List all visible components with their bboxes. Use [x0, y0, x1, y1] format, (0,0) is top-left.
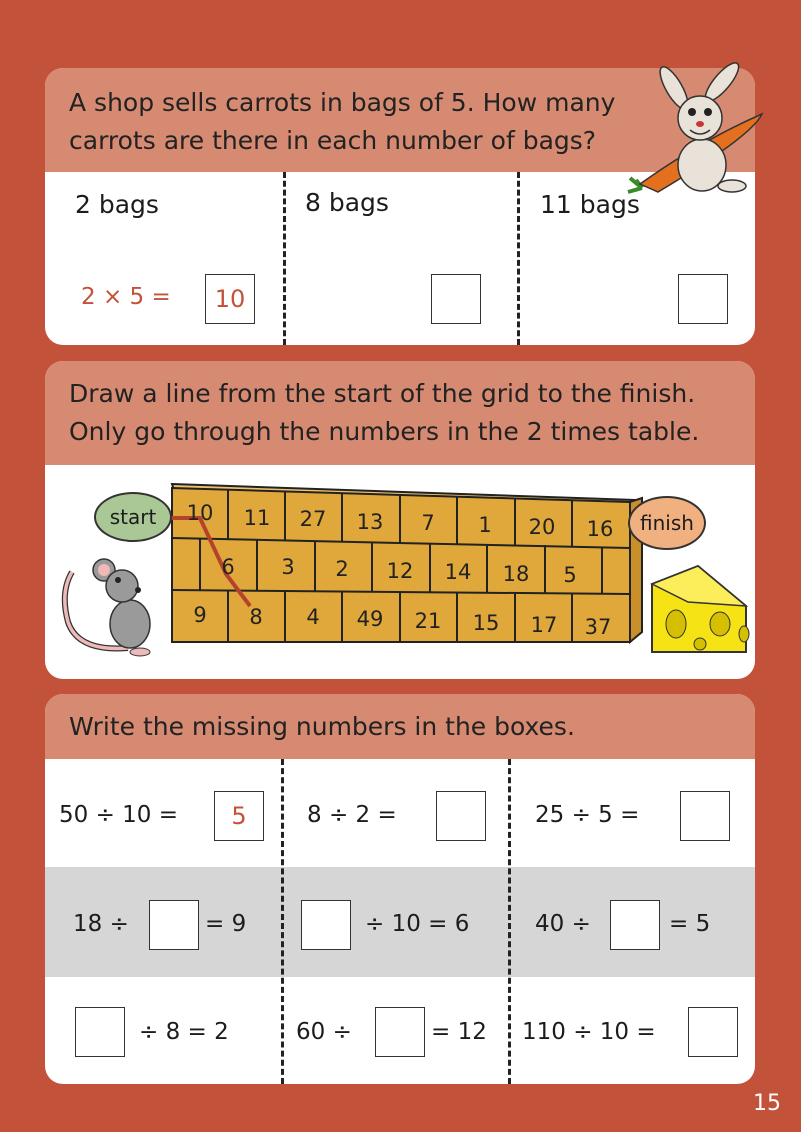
brick-number: 6: [221, 555, 235, 579]
carrots-prompt: A shop sells carrots in bags of 5. How many carrots are there in each number of bags?: [69, 88, 616, 155]
answer-box-8-bags[interactable]: [431, 274, 481, 324]
division-equation-part: = 5: [669, 911, 711, 937]
division-equation-part: 18 ÷: [73, 911, 129, 937]
number-brick-wall[interactable]: [160, 474, 650, 664]
divider: [283, 172, 286, 345]
division-equation-part: ÷ 8 = 2: [139, 1019, 229, 1045]
division-prompt-header: [45, 694, 755, 759]
brick-number: 20: [528, 515, 556, 539]
start-bubble: start: [94, 492, 172, 542]
grid-prompt: Draw a line from the start of the grid to the finish. Only go through the numbers in the 2 times table.: [69, 379, 700, 446]
division-equation-part: = 12: [431, 1019, 487, 1045]
answer-box[interactable]: 5: [214, 791, 264, 841]
answer-box[interactable]: [680, 791, 730, 841]
brick-number: 4: [306, 605, 320, 629]
brick-number: 13: [356, 510, 384, 534]
division-equation-part: 110 ÷ 10 =: [522, 1019, 656, 1045]
brick-number: 15: [472, 611, 500, 635]
brick-number: 9: [193, 603, 207, 627]
divider: [281, 759, 284, 1084]
finish-bubble: finish: [628, 496, 706, 550]
brick-number: 8: [249, 605, 263, 629]
answer-box[interactable]: [149, 900, 199, 950]
bags-label-8: 8 bags: [305, 188, 389, 217]
answer-box[interactable]: [436, 791, 486, 841]
division-equation-part: ÷ 10 = 6: [365, 911, 470, 937]
answer-box[interactable]: [301, 900, 351, 950]
answer-box[interactable]: [610, 900, 660, 950]
brick-number: 10: [186, 501, 214, 525]
brick-number: 27: [299, 507, 327, 531]
brick-number: 5: [563, 563, 577, 587]
division-equation-part: = 9: [205, 911, 247, 937]
answer-box-2-bags[interactable]: 10: [205, 274, 255, 324]
mouse-illustration: [58, 552, 168, 662]
division-equation-part: 60 ÷: [296, 1019, 352, 1045]
brick-number: 16: [586, 517, 614, 541]
division-equation: 8 ÷ 2 =: [307, 802, 397, 828]
division-equation-part: 40 ÷: [535, 911, 591, 937]
answer-box[interactable]: [688, 1007, 738, 1057]
brick-number: 2: [335, 557, 349, 581]
divider: [517, 172, 520, 345]
page-number: 15: [753, 1091, 781, 1116]
rabbit-carrot-illustration: [622, 60, 772, 195]
answer-box-11-bags[interactable]: [678, 274, 728, 324]
divider: [508, 759, 511, 1084]
division-equation: 25 ÷ 5 =: [535, 802, 640, 828]
example-equation: 2 × 5 =: [81, 284, 171, 310]
brick-number: 18: [502, 562, 530, 586]
answer-box[interactable]: [375, 1007, 425, 1057]
division-equation: 50 ÷ 10 =: [59, 802, 179, 828]
bags-label-2: 2 bags: [75, 190, 159, 219]
brick-number: 37: [584, 615, 612, 639]
cheese-illustration: [648, 562, 750, 656]
brick-number: 49: [356, 607, 384, 631]
division-prompt: Write the missing numbers in the boxes.: [69, 712, 575, 741]
brick-number: 14: [444, 560, 472, 584]
brick-number: 21: [414, 609, 442, 633]
bags-label-11: 11 bags: [540, 190, 640, 219]
brick-number: 12: [386, 559, 414, 583]
brick-number: 11: [243, 506, 271, 530]
answer-box[interactable]: [75, 1007, 125, 1057]
brick-number: 17: [530, 613, 558, 637]
division-card: [45, 694, 755, 1084]
grid-prompt-header: [45, 361, 755, 465]
brick-number: 3: [281, 555, 295, 579]
brick-number: 7: [421, 511, 435, 535]
brick-number: 1: [478, 513, 492, 537]
